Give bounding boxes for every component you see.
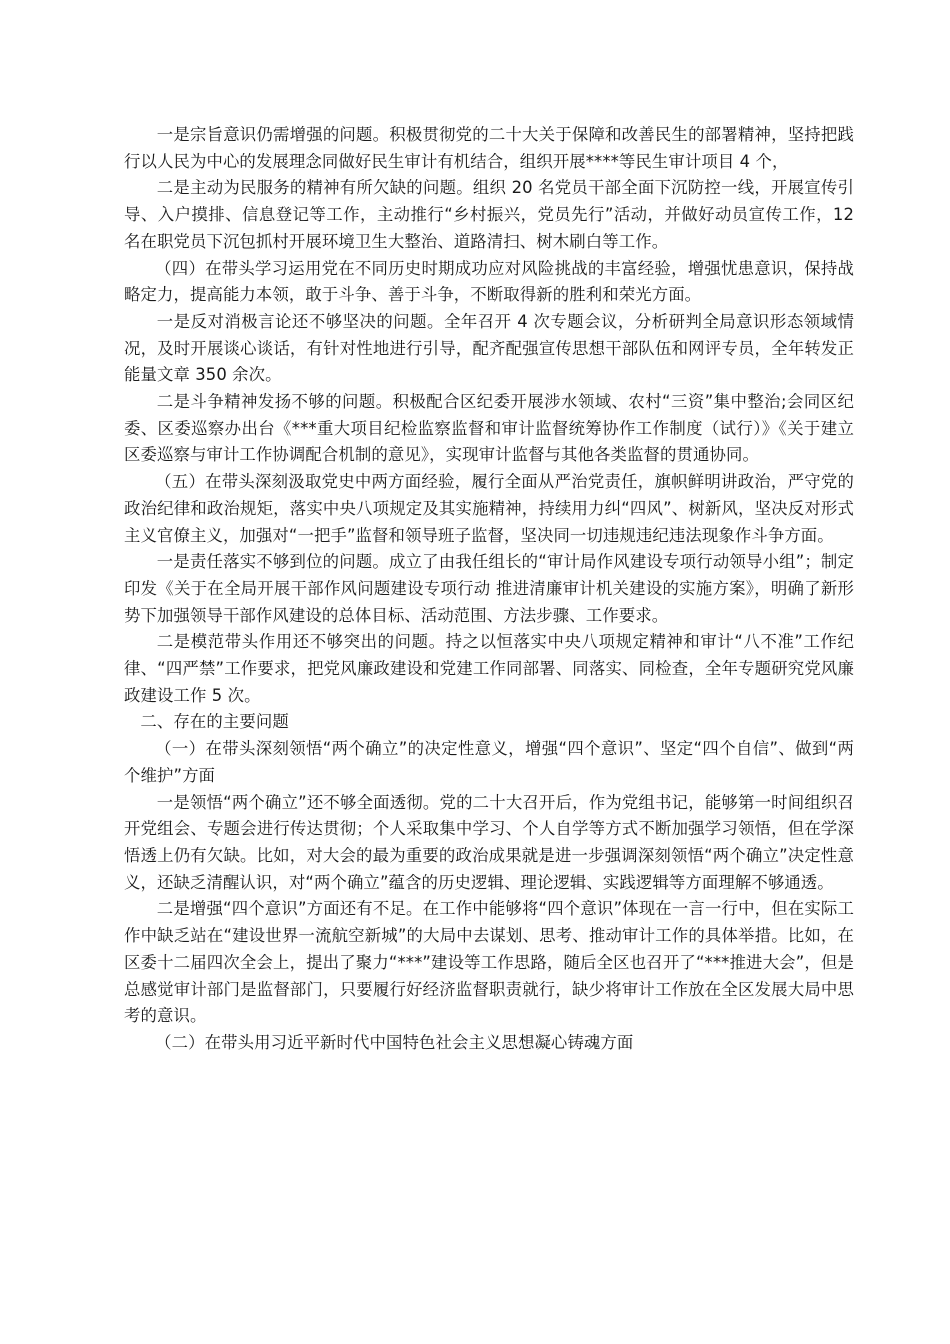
- paragraph-serve-people: 二是主动为民服务的精神有所欠缺的问题。组织 20 名党员干部全面下沉防控一线，开展宣传引导、入户摸排、信息登记等工作，主动推行“乡村振兴，党员先行”活动，并做好动员宣传工作，12 名在职党员下沉包抓村开展环境卫生大整治、道路清扫、树木刷白等工作。: [124, 178, 854, 251]
- paragraph-purpose-awareness: 一是宗旨意识仍需增强的问题。积极贯彻党的二十大关于保障和改善民生的部署精神，坚持把践行以人民为中心的发展理念同做好民生审计有机结合，组织开展****等民生审计项目 4 个，: [124, 125, 854, 171]
- paragraph-responsibility: 一是责任落实不够到位的问题。成立了由我任组长的“审计局作风建设专项行动领导小组”；制定印发《关于在全局开展干部作风问题建设专项行动 推进清廉审计机关建设的实施方案》，明确了新形势下加强领导干部作风建设的总体目标、活动范围、方法步骤、工作要求。: [124, 552, 854, 625]
- paragraph-problems-one: （一）在带头深刻领悟“两个确立”的决定性意义，增强“四个意识”、坚定“四个自信”、做到“两个维护”方面: [124, 739, 854, 785]
- paragraph-two-establishments: 一是领悟“两个确立”还不够全面透彻。党的二十大召开后，作为党组书记，能够第一时间组织召开党组会、专题会进行传达贯彻；个人采取集中学习、个人自学等方式不断加强学习领悟，但在学深悟透上仍有欠缺。比如，对大会的最为重要的政治成果就是进一步强调深刻领悟“两个确立”决定性意义，还缺乏清醒认识，对“两个确立”蕴含的历史逻辑、理论逻辑、实践逻辑等方面理解不够通透。: [124, 792, 854, 892]
- paragraph-role-model: 二是模范带头作用还不够突出的问题。持之以恒落实中央八项规定精神和审计“八不准”工作纪律、“四严禁”工作要求，把党风廉政建设和党建工作同部署、同落实、同检查，全年专题研究党风廉政建设工作 5 次。: [124, 632, 854, 705]
- paragraph-section-four: （四）在带头学习运用党在不同历史时期成功应对风险挑战的丰富经验，增强忧患意识，保持战略定力，提高能力本领，敢于斗争、善于斗争，不断取得新的胜利和荣光方面。: [124, 258, 854, 305]
- paragraph-four-consciousness: 二是增强“四个意识”方面还有不足。在工作中能够将“四个意识”体现在一言一行中，但在实际工作中缺乏站在“建设世界一流航空新城”的大局中去谋划、思考、推动审计工作的具体举措。比如，在区委十二届四次全会上，提出了聚力“***”建设等工作思路，随后全区也召开了“***推进大会”，但是总感觉审计部门是监督部门，只要履行好经济监督职责就行，缺少将审计工作放在全区发展大局中思考的意识。: [124, 899, 854, 1026]
- document-body: [124, 122, 854, 1057]
- paragraph-fighting-spirit: 二是斗争精神发扬不够的问题。积极配合区纪委开展涉水领域、农村“三资”集中整治;会同区纪委、区委巡察办出台《***重大项目纪检监察监督和审计监督统筹协作工作制度（试行）》《关于建立区委巡察与审计工作协调配合机制的意见》，实现审计监督与其他各类监督的贯通协同。: [124, 392, 854, 465]
- paragraph-problems-two: （二）在带头用习近平新时代中国特色社会主义思想凝心铸魂方面: [155, 1032, 634, 1052]
- paragraph-section-five: （五）在带头深刻汲取党史中两方面经验，履行全面从严治党责任，旗帜鲜明讲政治，严守党的政治纪律和政治规矩，落实中央八项规定及其实施精神，持续用力纠“四风”、树新风，坚决反对形式主义官僚主义，加强对“一把手”监督和领导班子监督，坚决同一切违规违纪违法现象作斗争方面。: [124, 472, 854, 545]
- heading-main-problems: 二、存在的主要问题: [140, 712, 289, 732]
- paragraph-negative-speech: 一是反对消极言论还不够坚决的问题。全年召开 4 次专题会议，分析研判全局意识形态领域情况，及时开展谈心谈话，有针对性地进行引导，配齐配强宣传思想干部队伍和网评专员，全年转发正能量文章 350 余次。: [124, 311, 854, 385]
